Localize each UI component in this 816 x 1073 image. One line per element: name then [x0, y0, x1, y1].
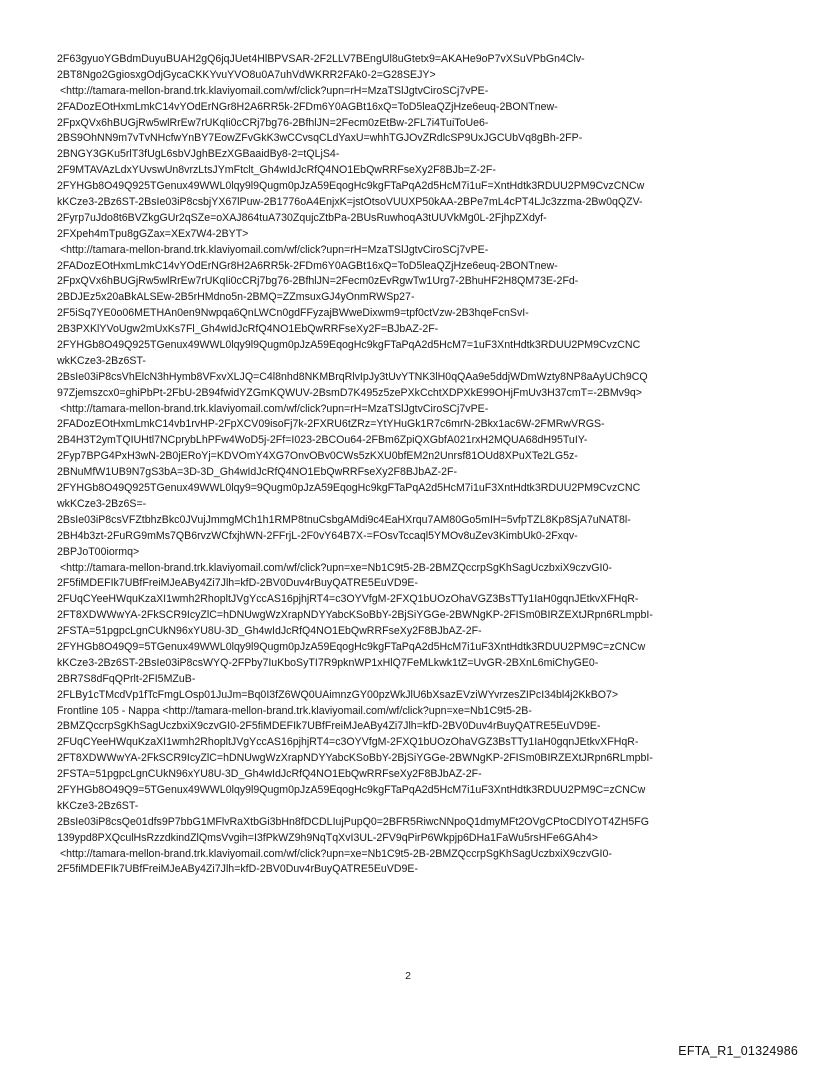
text-line: 2F5fiMDEFIk7UBfFreiMJeABy4Zi7Jlh=kfD-2BV0Duv4rBuyQATRE5EuVD9E- — [57, 863, 418, 876]
text-line: <http://tamara-mellon-brand.trk.klaviyomail.com/wf/click?upn=rH=MzaTSlJgtvCiroSCj7vPE- — [57, 243, 489, 256]
text-line: 2BH4b3zt-2FuRG9mMs7QB6rvzWCfxjhWN-2FFrjL-2F0vY64B7X-=FOsvTccaql5YMOv8uZev3KimbUk0-2Fxqv- — [57, 529, 578, 542]
text-line: 2F9MTAVAzLdxYUvswUn8vrzLtsJYmFtclt_Gh4wIdJcRfQ4NO1EbQwRRFseXy2F8BJb=Z-2F- — [57, 164, 496, 177]
text-line: wkKCze3-2Bz6ST- — [57, 354, 146, 367]
text-line: 2BDJEz5x20aBkALSEw-2B5rHMdno5n-2BMQ=ZZmsuxGJ4yOnmRWSp27- — [57, 291, 415, 304]
text-line: 2B4H3T2ymTQIUHtl7NCprybLhPFw4WoD5j-2Ff=I023-2BCOu64-2FBm6ZpiQXGbfA021rxH2MQUA68dH95TuIY- — [57, 434, 588, 447]
text-line: 2FUqCYeeHWquKzaXI1wmh2RhopltJVgYccAS16pjhjRT4=c3OYVfgM-2FXQ1bUOzOhaVGZ3BsTTy1IaH0gqnJEtkvXFHqR- — [57, 593, 639, 606]
text-line: 2FT8XDWWwYA-2FkSCR9IcyZlC=hDNUwgWzXrapNDYYabcKSoBbY-2BjSiYGGe-2BWNgKP-2FISm0BIRZEXtJRpn6RLmpbI- — [57, 752, 653, 765]
text-line: <http://tamara-mellon-brand.trk.klaviyomail.com/wf/click?upn=xe=Nb1C9t5-2B-2BMZQccrpSgKhSagUczbxiX9czvGI0- — [57, 561, 612, 574]
page-number: 2 — [405, 970, 411, 982]
text-line: 2FYHGb8O49Q925TGenux49WWL0lqy9l9Qugm0pJzA59EqogHc9kgFTaPqA2d5HcM7i1uF=XntHdtk3RDUU2PM9CvzCNCw — [57, 180, 645, 193]
text-line: 2BsIe03iP8csVhElcN3hHymb8VFxvXLJQ=C4l8nhd8NKMBrqRlvIpJy3tUvYTNK3lH0qQAa9e5ddjWDmWzty8NP8aAyUCh9CQ — [57, 370, 648, 383]
text-line: <http://tamara-mellon-brand.trk.klaviyomail.com/wf/click?upn=rH=MzaTSlJgtvCiroSCj7vPE- — [57, 402, 489, 415]
text-line: 2BsIe03iP8csQe01dfs9P7bbG1MFlvRaXtbGi3bHn8fDCDLIujPupQ0=2BFR5RiwcNNpoQ1dmyMFt2OVgCPtoCDlYOT4ZH5FG — [57, 815, 650, 828]
text-line: 2BS9OhNN9m7vTvNHcfwYnBY7EowZFvGkK3wCCvsqCLdYaxU=whhTGJOvZRdlcSP9UxJGCUbVq8gBh-2FP- — [57, 132, 583, 145]
text-line: 2FADozEOtHxmLmkC14vYOdErNGr8H2A6RR5k-2FDm6Y0AGBt16xQ=ToD5leaQZjHze6euq-2BONTnew- — [57, 100, 558, 113]
text-line: kKCze3-2Bz6ST-2BsIe03iP8csWYQ-2FPby7IuKboSyTI7R9pknWP1xHlQ7FeMLkwk1tZ=UvGR-2BXnL6miChyGE0- — [57, 656, 599, 669]
text-line: 2FUqCYeeHWquKzaXI1wmh2RhopltJVgYccAS16pjhjRT4=c3OYVfgM-2FXQ1bUOzOhaVGZ3BsTTy1IaH0gqnJEtkvXFHqR- — [57, 736, 639, 749]
text-line: 2FXpeh4mTpu8gGZax=XEx7W4-2BYT> — [57, 227, 249, 240]
text-line: 2F5fiMDEFIk7UBfFreiMJeABy4Zi7Jlh=kfD-2BV0Duv4rBuyQATRE5EuVD9E- — [57, 577, 418, 590]
text-line: <http://tamara-mellon-brand.trk.klaviyomail.com/wf/click?upn=rH=MzaTSlJgtvCiroSCj7vPE- — [57, 84, 489, 97]
email-body-text — [57, 52, 802, 878]
text-line: 2BPJoT00iormq> — [57, 545, 140, 558]
text-line: 2FLBy1cTMcdVp1fTcFmgLOsp01JuJm=Bq0I3fZ6WQ0UAimnzGY00pzWkJlU6bXsazEVziWYvrzesZIPcI34bl4j2KkBO7> — [57, 688, 619, 701]
text-line: 97Zjemszcx0=ghiPbPt-2FbU-2B94fwidYZGmKQWUV-2BsmD7K495z5zePXkCchtXDPXkE99OHjFmUv3H37cmT=-2BMv9q> — [57, 386, 642, 399]
text-line: 2FSTA=51pgpcLgnCUkN96xYU8U-3D_Gh4wIdJcRfQ4NO1EbQwRRFseXy2F8BJbAZ-2F- — [57, 768, 482, 781]
text-line: 2BMZQccrpSgKhSagUczbxiX9czvGI0-2F5fiMDEFIk7UBfFreiMJeABy4Zi7Jlh=kfD-2BV0Duv4rBuyQATRE5EuVD9E- — [57, 720, 601, 733]
text-line: 2F5iSq7YE0o06METHAn0en9Nwpqa6QnLWCn0gdFFyzajBWweDixwm9=tpf0ctVzw-2B3hqeFcnSvI- — [57, 307, 529, 320]
text-line: 2FpxQVx6hBUGjRw5wlRrEw7rUKqIi0cCRj7bg76-2BfhlJN=2Fecm0zEtBw-2FL7i4TuiToUe6- — [57, 116, 489, 129]
text-line: 2FT8XDWWwYA-2FkSCR9IcyZlC=hDNUwgWzXrapNDYYabcKSoBbY-2BjSiYGGe-2BWNgKP-2FISm0BIRZEXtJRpn6RLmpbI- — [57, 609, 653, 622]
text-line: kKCze3-2Bz6ST- — [57, 799, 139, 812]
text-line: 2FYHGb8O49Q9=5TGenux49WWL0lqy9l9Qugm0pJzA59EqogHc9kgFTaPqA2d5HcM7i1uF3XntHdtk3RDUU2PM9C=zCNCw — [57, 783, 646, 796]
text-line: 2FYHGb8O49Q925TGenux49WWL0lqy9l9Qugm0pJzA59EqogHc9kgFTaPqA2d5HcM7=1uF3XntHdtk3RDUU2PM9CvzCNC — [57, 339, 641, 352]
bates-number: EFTA_R1_01324986 — [678, 1044, 798, 1058]
text-line: 2F63gyuoYGBdmDuyuBUAH2gQ6jqJUet4HlBPVSAR-2F2LLV7BEngUl8uGtetx9=AKAHe9oP7vXSuVPbGn4Clv- — [57, 53, 585, 65]
text-line: 2BR7S8dFqQPrlt-2FI5MZuB- — [57, 672, 196, 685]
text-line: 2Fyp7BPG4PxH3wN-2B0jERoYj=KDVOmY4XG7OnvOBv0CWs5zKXU0bfEM2n2Unrsf81OUd8XPuXTe2LG5z- — [57, 450, 578, 463]
text-line: 2Fyrp7uJdo8t6BVZkgGUr2qSZe=oXAJ864tuA730ZqujcZtbPa-2BUsRuwhoqA3tUUVkMg0L-2FjhpZXdyf- — [57, 211, 547, 224]
text-line: 2B3PXKlYVoUgw2mUxKs7Fl_Gh4wIdJcRfQ4NO1EbQwRRFseXy2F=BJbAZ-2F- — [57, 323, 439, 336]
text-line: Frontline 105 - Nappa <http://tamara-mellon-brand.trk.klaviyomail.com/wf/click?upn=xe=Nb1C9t5-2B- — [57, 704, 532, 717]
text-line: 2FYHGb8O49Q925TGenux49WWL0lqy9=9Qugm0pJzA59EqogHc9kgFTaPqA2d5HcM7i1uF3XntHdtk3RDUU2PM9CvzCNC — [57, 482, 641, 495]
text-line: kKCze3-2Bz6ST-2BsIe03iP8csbjYX67lPuw-2B1776oA4EnjxK=jstOtsoVUUXP50kAA-2BPe7mL4cPT4LJc3zzma-2Bw0qQZV- — [57, 196, 643, 209]
text-line: <http://tamara-mellon-brand.trk.klaviyomail.com/wf/click?upn=xe=Nb1C9t5-2B-2BMZQccrpSgKhSagUczbxiX9czvGI0- — [57, 847, 612, 860]
text-line: 2BNuMfW1UB9N7gS3bA=3D-3D_Gh4wIdJcRfQ4NO1EbQwRRFseXy2F8BJbAZ-2F- — [57, 466, 458, 479]
text-line: 2FSTA=51pgpcLgnCUkN96xYU8U-3D_Gh4wIdJcRfQ4NO1EbQwRRFseXy2F8BJbAZ-2F- — [57, 625, 482, 638]
text-line: 2BNGY3GKu5rlT3fUgL6sbVJghBEzXGBaaidBy8-2=tQLjS4- — [57, 148, 340, 161]
text-line: 2FYHGb8O49Q9=5TGenux49WWL0lqy9l9Qugm0pJzA59EqogHc9kgFTaPqA2d5HcM7i1uF3XntHdtk3RDUU2PM9C=zCNCw — [57, 640, 646, 653]
text-line: 2FADozEOtHxmLmkC14vb1rvHP-2FpXCV09isoFj7k-2FXRU6tZRz=YtYHuGk1R7c6mrN-2Bkx1ac6W-2FMRwVRGS- — [57, 418, 605, 431]
text-line: 139ypd8PXQculHsRzzdkindZlQmsVvgih=I3fPkWZ9h9NqTqXvI3UL-2FV9qPirP6Wkpjp6DHa1FaWu5rsHFe6GAh4> — [57, 831, 598, 844]
text-line: 2FADozEOtHxmLmkC14vYOdErNGr8H2A6RR5k-2FDm6Y0AGBt16xQ=ToD5leaQZjHze6euq-2BONTnew- — [57, 259, 558, 272]
text-line: 2BT8Ngo2GgiosxgOdjGycaCKKYvuYVO8u0A7uhVdWKRR2FAk0-2=G28SEJY> — [57, 68, 436, 81]
text-line: wkKCze3-2Bz6S=- — [57, 497, 147, 510]
text-line: 2BsIe03iP8csVFZtbhzBkc0JVujJmmgMCh1h1RMP8tnuCsbgAMdi9c4EaHXrqu7AM80Go5mIH=5vfpTZL8Kp8SjA7uNAT8l- — [57, 513, 631, 526]
text-line: 2FpxQVx6hBUGjRw5wlRrEw7rUKqIi0cCRj7bg76-2BfhlJN=2Fecm0zEvRgwTw1Urg7-2BhuHF2H8QM73E-2Fd- — [57, 275, 579, 288]
